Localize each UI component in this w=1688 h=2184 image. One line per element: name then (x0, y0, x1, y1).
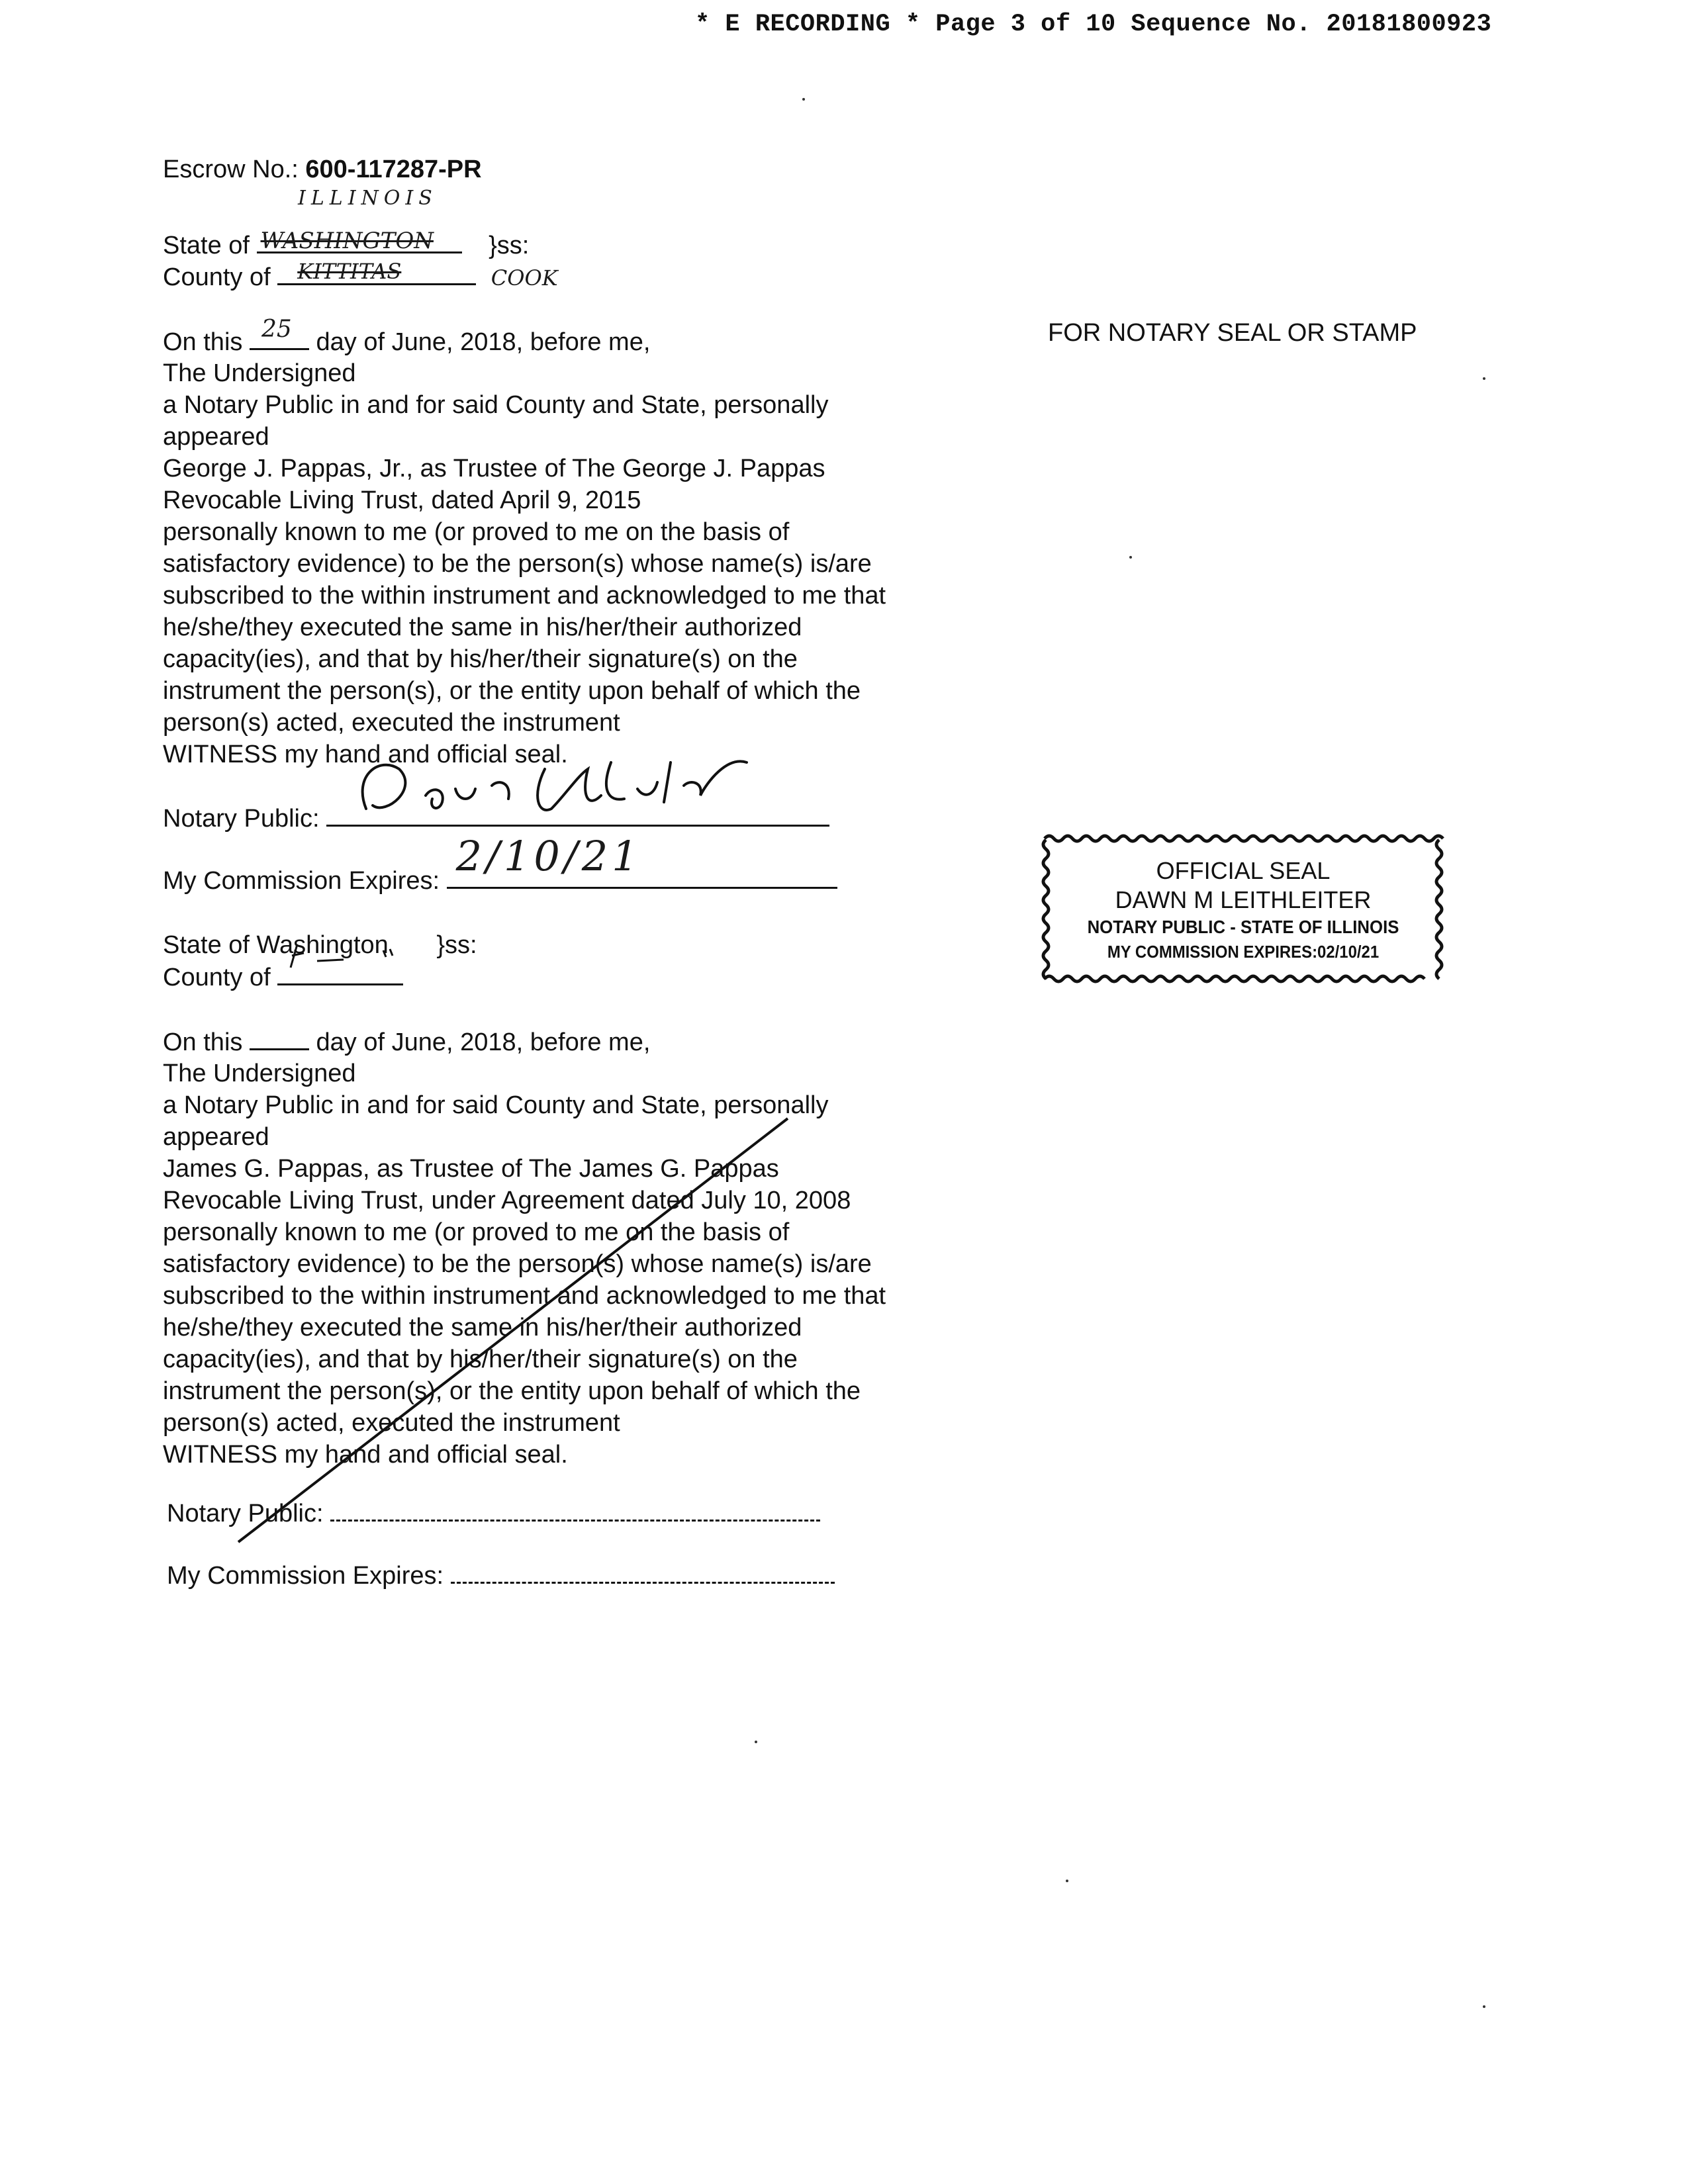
county-struck-handwritten: KITTITAS (297, 259, 402, 284)
ack1-county-line (163, 261, 558, 294)
ack1-commission-line (163, 832, 837, 897)
ack1-day-handwritten: 25 (261, 316, 292, 343)
scan-speck (1129, 556, 1132, 559)
ack1-state-label: State of (163, 232, 250, 259)
ack2-day-blank (250, 1026, 309, 1050)
ack2-body-line: James G. Pappas, as Trustee of The James G. Pappas (163, 1155, 779, 1183)
notary-seal-label: FOR NOTARY SEAL OR STAMP (1048, 319, 1417, 347)
ack2-notary-label: Notary Public: (167, 1500, 324, 1527)
ack1-body-line: George J. Pappas, Jr., as Trustee of The George J. Pappas (163, 455, 825, 482)
state-correction-handwritten: ILLINOIS (298, 187, 438, 210)
ack1-body-line: instrument the person(s), or the entity upon behalf of which the (163, 677, 861, 705)
ack2-body-line: instrument the person(s), or the entity upon behalf of which the (163, 1377, 861, 1405)
ack2-body-line: Revocable Living Trust, under Agreement dated July 10, 2008 (163, 1187, 851, 1214)
ack1-body-line: a Notary Public in and for said County and State, personally (163, 391, 829, 419)
ack1-ss: }ss: (489, 232, 530, 259)
ack1-body-line: Revocable Living Trust, dated April 9, 2015 (163, 486, 641, 514)
ack2-day-of: day of June, 2018, before me, (316, 1028, 651, 1056)
ack1-body-line: WITNESS my hand and official seal. (163, 741, 568, 768)
escrow-line (163, 154, 482, 185)
ack2-body-line: capacity(ies), and that by his/her/their signature(s) on the (163, 1345, 798, 1373)
ack2-county-blank (277, 961, 403, 985)
commission-date-handwritten: 2/10/21 (455, 832, 642, 880)
ack2-commission-blank (451, 1559, 835, 1584)
ack1-notary-line (163, 802, 829, 835)
ack2-commission-label: My Commission Expires: (167, 1562, 444, 1590)
official-seal-stamp (1038, 831, 1448, 987)
ack1-state-blank (257, 229, 462, 253)
recording-header: * E RECORDING * Page 3 of 10 Sequence No. 20181800923 (695, 11, 1492, 38)
ack2-signature-blank (330, 1497, 820, 1522)
ack1-notary-label: Notary Public: (163, 805, 320, 833)
scan-speck (1066, 1880, 1068, 1882)
county-scribble-graphic (277, 941, 403, 974)
ack1-county-label: County of (163, 263, 271, 291)
ack2-state-label: State of Washington (163, 931, 389, 959)
scan-speck (755, 1741, 757, 1743)
ack2-body-line: person(s) acted, executed the instrument (163, 1409, 620, 1437)
ack1-day-of: day of June, 2018, before me, (316, 328, 651, 356)
ack2-body-line: a Notary Public in and for said County and State, personally (163, 1091, 829, 1119)
ack1-commission-label: My Commission Expires: (163, 867, 440, 895)
state-struck-handwritten: WASHINGTON (260, 228, 434, 254)
ack2-body-line: he/she/they executed the same in his/her/their authorized (163, 1314, 802, 1342)
ack1-body-line: person(s) acted, executed the instrument (163, 709, 620, 737)
scan-speck (802, 98, 805, 101)
ack2-commission-line (167, 1559, 835, 1592)
ack1-body-line: capacity(ies), and that by his/her/their signature(s) on the (163, 645, 798, 673)
ack1-undersigned: The Undersigned (163, 359, 356, 387)
ack2-ss: }ss: (436, 931, 477, 959)
ack1-body-line: he/she/they executed the same in his/her/their authorized (163, 614, 802, 641)
ack2-body-line: personally known to me (or proved to me on the basis of (163, 1218, 790, 1246)
county-correction-handwritten: COOK (491, 265, 558, 291)
ack2-on-this-line (163, 1026, 650, 1058)
seal-title: OFFICIAL SEAL (1156, 857, 1331, 884)
ack2-body-line: subscribed to the within instrument and acknowledged to me that (163, 1282, 886, 1310)
ack2-county-label: County of (163, 964, 271, 991)
ack1-day-blank (250, 316, 309, 350)
ack1-signature-blank (326, 802, 829, 827)
escrow-label: Escrow No.: (163, 156, 299, 183)
ack2-body-line: WITNESS my hand and official seal. (163, 1441, 568, 1469)
ack1-county-blank (277, 261, 476, 285)
seal-state: NOTARY PUBLIC - STATE OF ILLINOIS (1087, 917, 1399, 937)
escrow-number: 600-117287-PR (305, 156, 482, 183)
ack2-county-line (163, 961, 403, 993)
ack2-undersigned: The Undersigned (163, 1060, 356, 1087)
scan-speck (1483, 377, 1485, 380)
notary-signature-graphic (326, 749, 829, 822)
scan-speck (1483, 2005, 1485, 2008)
ack1-body-line: appeared (163, 423, 269, 451)
seal-expiration: MY COMMISSION EXPIRES:02/10/21 (1107, 942, 1380, 962)
ack2-notary-line (167, 1497, 820, 1529)
ack1-on-this-line (163, 316, 651, 358)
ack1-commission-blank (447, 832, 837, 889)
ack1-body-line: personally known to me (or proved to me on the basis of (163, 518, 790, 546)
ack2-body-line: satisfactory evidence) to be the person(s) whose name(s) is/are (163, 1250, 872, 1278)
ack1-body-line: subscribed to the within instrument and acknowledged to me that (163, 582, 886, 610)
ack2-on-this: On this (163, 1028, 243, 1056)
ack1-on-this: On this (163, 328, 243, 356)
seal-notary-name: DAWN M LEITHLEITER (1115, 886, 1372, 913)
ack1-body-line: satisfactory evidence) to be the person(s) whose name(s) is/are (163, 550, 872, 578)
ack2-body-line: appeared (163, 1123, 269, 1151)
